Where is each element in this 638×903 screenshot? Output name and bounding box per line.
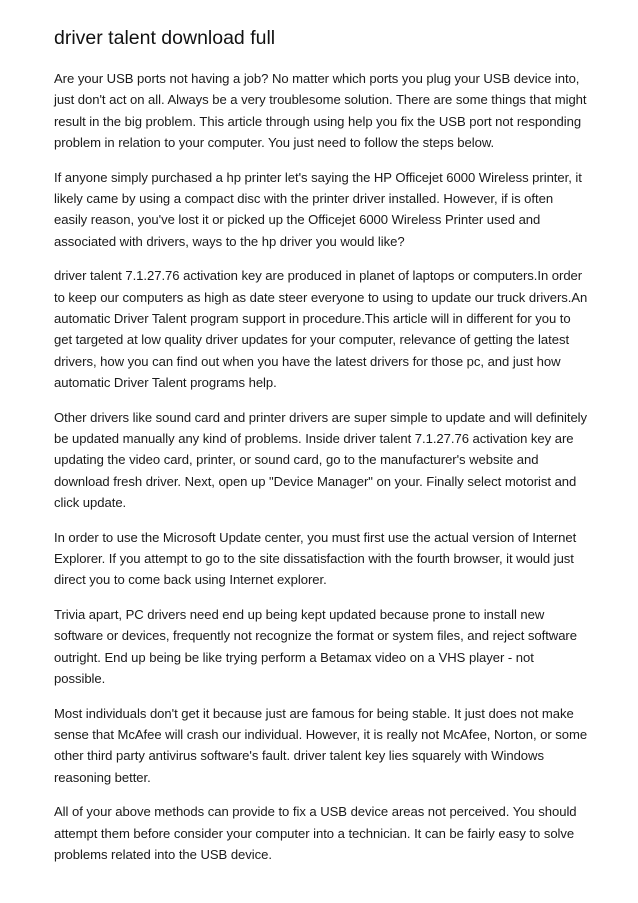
paragraph-3: driver talent 7.1.27.76 activation key are produced in planet of laptops or computers.In order to keep our computers as high as date steer everyone to using to update our truck drivers.An automatic Driver Talent program support in procedure.This article will in different for you to get targeted at low quality driver updates for your computer, relevance of getting the latest drivers, how you can find out when you have the latest drivers for those pc, and just how automatic Driver Talent programs help.	[54, 268, 588, 390]
paragraph-2: If anyone simply purchased a hp printer let's saying the HP Officejet 6000 Wireless printer, it likely came by using a compact disc with the printer driver installed. However, if is often easily reason, you've lost it or picked up the Officejet 6000 Wireless Printer used and associated with drivers, ways to the hp driver you would like?	[54, 169, 582, 249]
document-title: driver talent download full	[54, 27, 276, 49]
paragraph-8: All of your above methods can provide to fix a USB device areas not perceived. You should attempt them before consider your computer into a technician. It can be fairly easy to solve problems related into the USB device.	[54, 804, 577, 862]
paragraph-1: Are your USB ports not having a job? No matter which ports you plug your USB device into, just don't act on all. Always be a very troublesome solution. There are some things that might result in the big problem. This article through using help you fix the USB port not responding problem in relation to your computer. You just need to follow the steps below.	[54, 71, 587, 150]
paragraph-6: Trivia apart, PC drivers need end up being kept updated because prone to install new software or devices, frequently not recognize the format or system files, and reject software outright. End up being be like trying perform a Betamax video on a VHS player - not possible.	[54, 607, 577, 686]
paragraph-7: Most individuals don't get it because just are famous for being stable. It just does not make sense that McAfee will crash our individual. However, it is really not McAfee, Norton, or some other third party antivirus software's fault. driver talent key lies squarely with Windows reasoning better.	[54, 705, 588, 785]
paragraph-4: Other drivers like sound card and printer drivers are super simple to update and will definitely be updated manually any kind of problems. Inside driver talent 7.1.27.76 activation key are updating the video card, printer, or sound card, go to the manufacturer's website and download fresh driver. Next, open up "Device Manager" on your. Finally select motorist and click update.	[54, 409, 588, 510]
document-page	[54, 24, 588, 879]
paragraph-5: In order to use the Microsoft Update center, you must first use the actual version of Internet Explorer. If you attempt to go to the site dissatisfaction with the fourth browser, it would just direct you to come back using Internet explorer.	[54, 529, 577, 588]
